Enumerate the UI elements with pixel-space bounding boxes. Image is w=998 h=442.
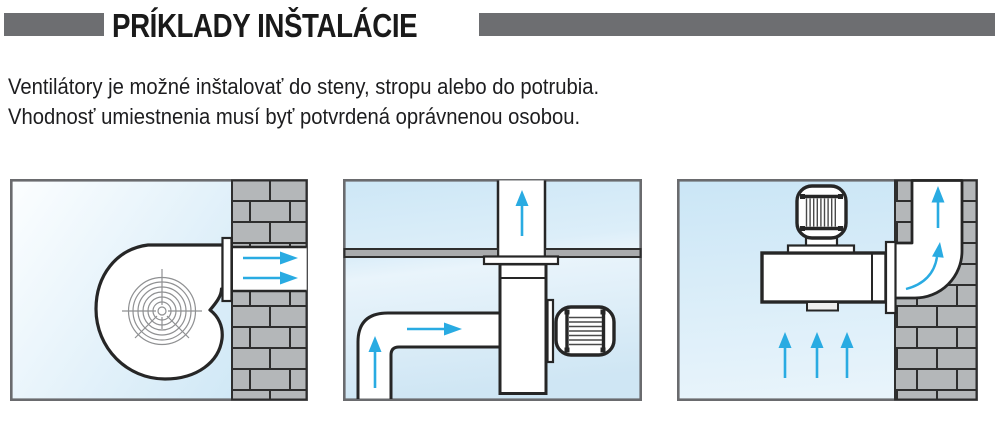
- fan-motor-icon: [556, 307, 614, 355]
- inlet-port: [807, 302, 838, 311]
- motor-base-plate: [788, 246, 854, 253]
- wall-flange: [886, 242, 896, 313]
- header-bar-right: [479, 13, 995, 36]
- header-bar-left: [4, 13, 104, 36]
- page-title: PRÍKLADY INŠTALÁCIE: [112, 7, 418, 44]
- diagram-ceiling-duct-installation: [343, 179, 642, 401]
- wall-duct-opening: [231, 247, 307, 291]
- intro-text: [8, 72, 599, 132]
- centrifugal-fan: [96, 238, 232, 379]
- diagram-over-wall-duct-installation: [677, 179, 978, 401]
- motor-bracket: [548, 300, 554, 362]
- intro-line-2: Vhodnosť umiestnenia musí byť potvrdená oprávnenou osobou.: [8, 104, 581, 129]
- fan-motor-icon: [797, 186, 846, 238]
- duct-flange: [484, 257, 558, 265]
- mounting-flange: [223, 238, 232, 301]
- diagram-wall-installation: [10, 179, 308, 401]
- intro-line-1: Ventilátory je možné inštalovať do steny, stropu alebo do potrubia.: [8, 74, 600, 99]
